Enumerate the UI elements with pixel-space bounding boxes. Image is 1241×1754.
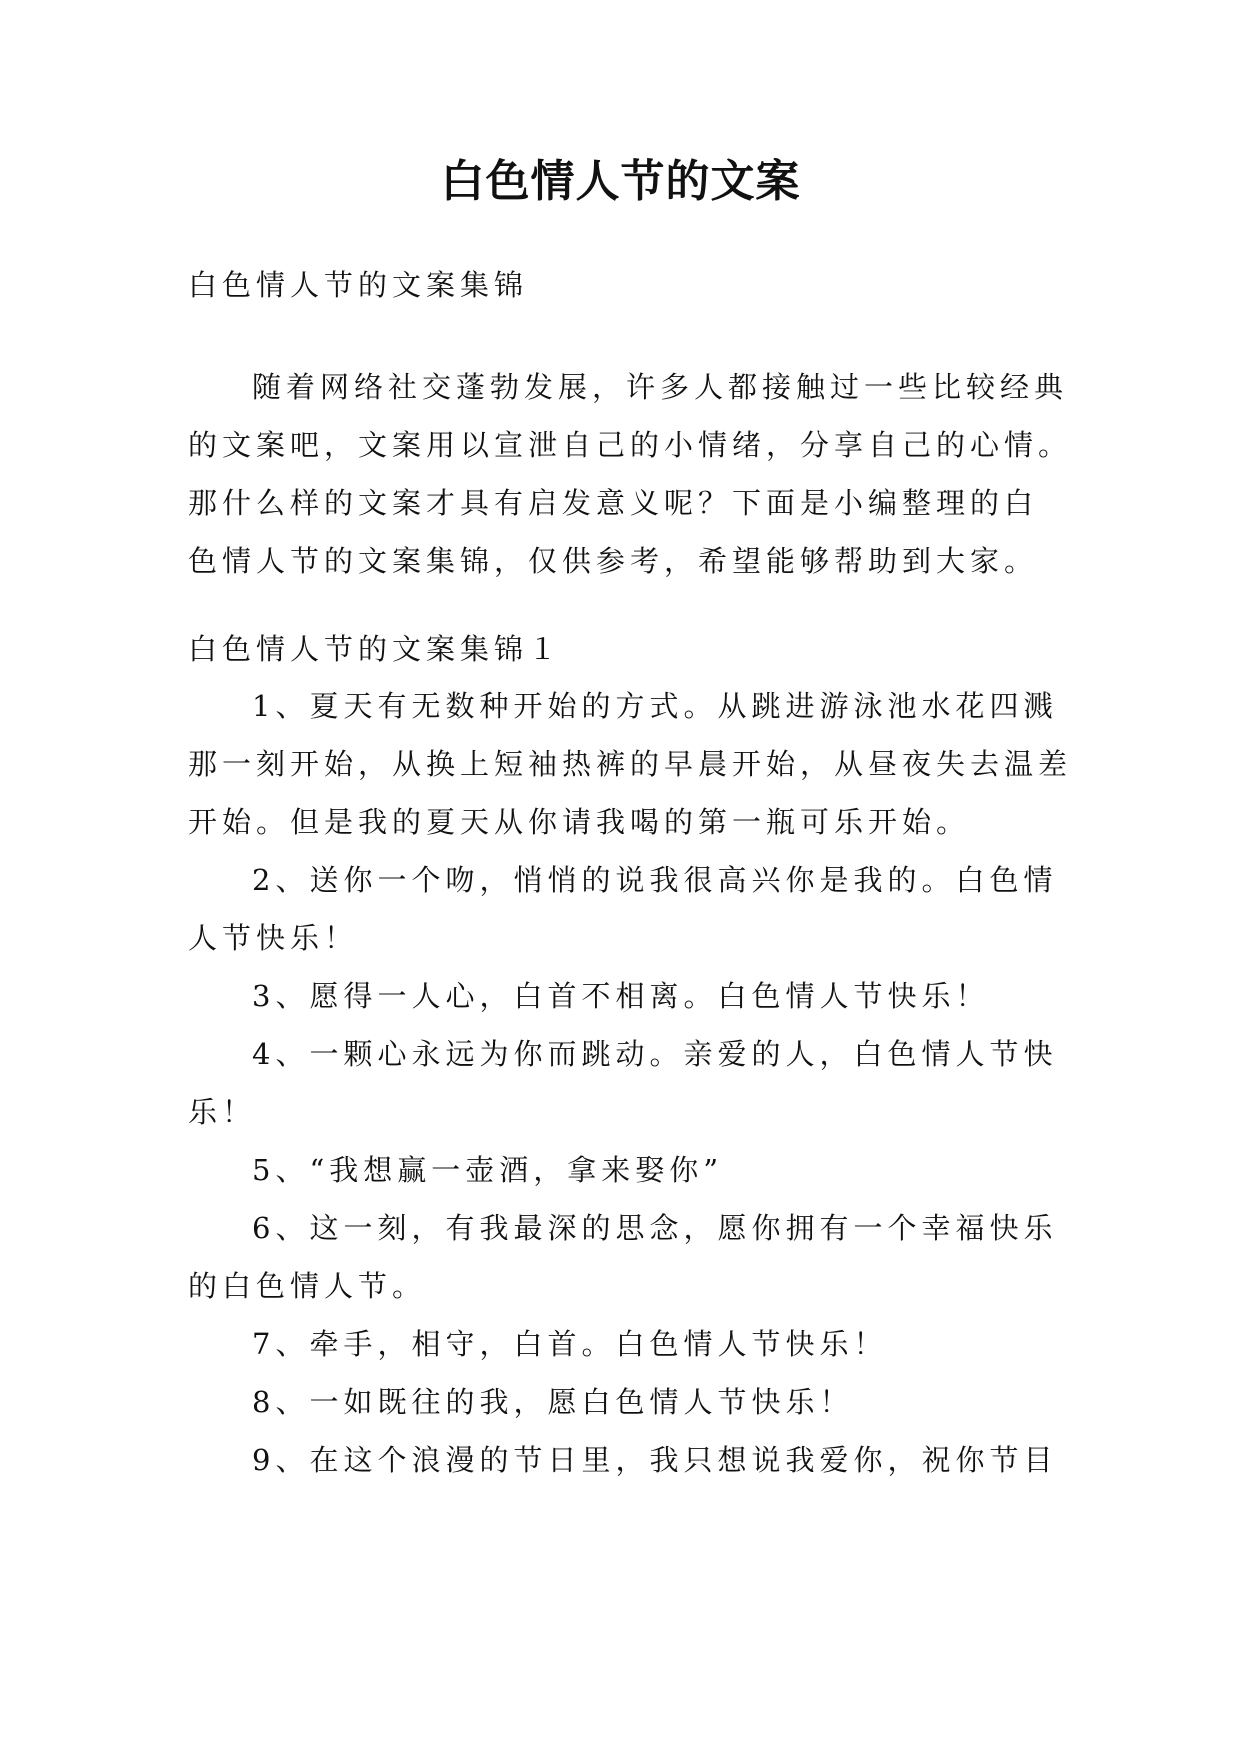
list-item: 5、“我想赢一壶酒，拿来娶你”: [252, 1153, 724, 1187]
paragraph-line: 的文案吧，文案用以宣泄自己的小情绪，分享自己的心情。: [188, 428, 1073, 462]
list-item: 8、一如既往的我，愿白色情人节快乐！: [252, 1385, 854, 1419]
list-item-continuation: 开始。但是我的夏天从你请我喝的第一瓶可乐开始。: [188, 805, 971, 839]
paragraph-line: 那什么样的文案才具有启发意义呢？下面是小编整理的白: [188, 486, 1039, 520]
section-heading-line: 白色情人节的文案集锦１: [188, 632, 563, 666]
list-item: 3、愿得一人心，白首不相离。白色情人节快乐！: [252, 979, 990, 1013]
list-item: 2、送你一个吻，悄悄的说我很高兴你是我的。白色情: [252, 863, 1058, 897]
list-item: 1、夏天有无数种开始的方式。从跳进游泳池水花四溅: [252, 689, 1058, 723]
list-item-continuation: 那一刻开始，从换上短袖热裤的早晨开始，从昼夜失去温差: [188, 747, 1073, 781]
list-item-continuation: 人节快乐！: [188, 921, 359, 955]
list-item: 4、一颗心永远为你而跳动。亲爱的人，白色情人节快: [252, 1037, 1058, 1071]
document-title: 白色情人节的文案: [440, 156, 801, 207]
list-item: 7、牵手，相守，白首。白色情人节快乐！: [252, 1327, 888, 1361]
subtitle-line: 白色情人节的文案集锦: [188, 268, 529, 302]
paragraph-line: 随着网络社交蓬勃发展，许多人都接触过一些比较经典: [252, 370, 1069, 404]
paragraph-line: 色情人节的文案集锦，仅供参考，希望能够帮助到大家。: [188, 544, 1039, 578]
list-item: 9、在这个浪漫的节日里，我只想说我爱你，祝你节目: [252, 1443, 1058, 1477]
wish-list: [188, 677, 1073, 1489]
subtitle: [188, 256, 1056, 314]
list-item-continuation: 的白色情人节。: [188, 1269, 427, 1303]
section-heading: [188, 620, 1056, 678]
list-item: 6、这一刻，有我最深的思念，愿你拥有一个幸福快乐: [252, 1211, 1058, 1245]
intro-paragraph: [188, 358, 1073, 590]
list-item-continuation: 乐！: [188, 1095, 257, 1129]
